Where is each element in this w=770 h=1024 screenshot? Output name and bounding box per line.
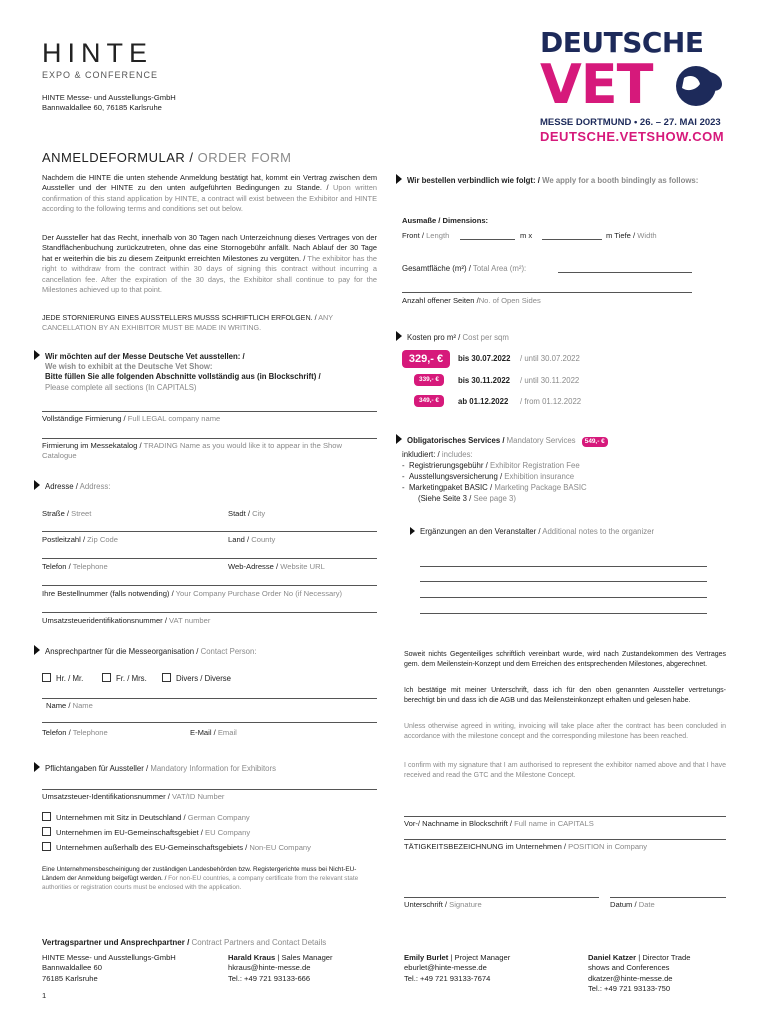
notes-line-1[interactable] — [420, 566, 707, 567]
fullname-label: Vor-/ Nachname in Blockschrift / Full name in CAPITALS — [404, 819, 594, 828]
total-area-field[interactable] — [558, 272, 692, 273]
cost-tier-1: 329,- € bis 30.07.2022 / until 30.07.2022 — [402, 350, 450, 368]
exhibit-heading: Wir möchten auf der Messe Deutsche Vet ausstellen: / We wish to exhibit at the Deutsche Vet Show: Bitte füllen Sie alle folgenden Abschnitte vollständig aus (in Blockschrift) / Please complete all sections (In CAPITALS) — [34, 350, 321, 393]
street-city-field[interactable] — [42, 531, 377, 532]
arrow-right-icon — [396, 434, 402, 444]
terms-de-2: Ich bestätige mit meiner Unterschrift, dass ich für den oben genannten Aussteller vertretungs- berechtigt bin und dass ich die AGB und das Meilensteinkonzept erhalten und gelesen habe. — [404, 687, 726, 704]
list-item: - Marketingpaket BASIC / Marketing Package BASIC — [402, 483, 587, 492]
trading-name-label: Firmierung im Messekatalog / TRADING Name as you would like it to appear in the Show Catalogue — [42, 441, 342, 460]
terms-en-2: I confirm with my signature that I am authorised to represent the exhibitor named above and that I have received and read the GTC and the Milestone Concept. — [404, 762, 726, 779]
vat-id-field[interactable] — [42, 789, 377, 790]
price-badge: 549,- € — [582, 437, 608, 447]
cost-heading: Kosten pro m² / Cost per sqm — [396, 331, 509, 343]
signature-field[interactable] — [404, 897, 599, 898]
contact-phone-label: Telefon / Telephone — [42, 728, 108, 737]
dog-icon — [672, 64, 724, 108]
name-label: Name / Name — [46, 701, 93, 710]
phone-web-field[interactable] — [42, 585, 377, 586]
salutation-diverse[interactable]: Divers / Diverse — [162, 673, 231, 684]
org-name: HINTE Messe- und Ausstellungs-GmbH — [42, 93, 176, 102]
org-address: Bannwaldallee 60, 76185 Karlsruhe — [42, 103, 162, 112]
certificate-note: Eine Unternehmensbescheinigung der zuständigen Landesbehörden bzw. Registergerichte muss bei Nicht-EU-Ländern der Anmeldung beigefügt werden. / For non-EU countries, a company certificate from the relevant state authorities or registration courts must be enclosed with the application. — [42, 866, 359, 891]
fullname-field[interactable] — [404, 816, 726, 817]
services-list: inkludiert: / includes: - Registrierungsgebühr / Exhibitor Registration Fee - Ausstellungsversicherung / Exhibition insurance - Marketingpaket BASIC / Marketing Package BASIC (Siehe Seite 3 / See page 3) — [402, 450, 587, 503]
intro-paragraph-3: JEDE STORNIERUNG EINES AUSSTELLERS MUSSS SCHRIFTLICH ERFOLGEN. / ANY CANCELLATION BY AN EXHIBITOR MUST BE MADE IN WRITING. — [42, 313, 333, 333]
email-link[interactable]: hkraus@hinte-messe.de — [228, 963, 311, 973]
arrow-right-icon — [34, 762, 40, 772]
vat-label: Umsatzsteueridentifikationsnummer / VAT number — [42, 616, 211, 625]
list-item: - Registrierungsgebühr / Exhibitor Registration Fee — [402, 461, 580, 470]
page-title-de: ANMELDEFORMULAR — [42, 150, 186, 165]
depth-label: m Tiefe / Width — [606, 231, 657, 240]
price-badge: 339,- € — [414, 374, 444, 386]
salutation-mr[interactable]: Hr. / Mr. — [42, 673, 83, 684]
front-label: Front / Length — [402, 231, 450, 240]
page-number: 1 — [42, 991, 47, 1000]
checkbox[interactable] — [102, 673, 111, 682]
date-field[interactable] — [610, 897, 726, 898]
mandatory-heading: Pflichtangaben für Aussteller / Mandatory Information for Exhibitors — [34, 762, 276, 774]
intro-paragraph-1: Nachdem die HINTE die unten stehende Anmeldung bestätigt hat, kommt ein Vertrag zwischen dem Aussteller und der HINTE zu den unten aufgeführten Bedingungen zu Stande. / Upon written confirmation of this stand application by HINTE, a contract will exist between the Exhibitor and HINTE according to the following terms and conditions set out below. — [42, 173, 377, 214]
checkbox[interactable] — [42, 812, 51, 821]
arrow-right-icon — [34, 645, 40, 655]
checkbox[interactable] — [162, 673, 171, 682]
zip-label: Postleitzahl / Zip Code — [42, 535, 118, 544]
dimensions-label: Ausmaße / Dimensions: — [402, 216, 489, 225]
event-logo — [540, 26, 736, 116]
company-non-eu[interactable]: Unternehmen außerhalb des EU-Gemeinschaftsgebiets / Non-EU Company — [42, 842, 311, 853]
contact-email-label: E-Mail / Email — [190, 728, 237, 737]
trading-name-field[interactable] — [42, 438, 377, 439]
services-heading: Obligatorisches Services / Mandatory Services 549,- € — [396, 434, 608, 447]
checkbox[interactable] — [42, 673, 51, 682]
event-word-vet: VET — [540, 53, 653, 116]
notes-heading: Ergänzungen an den Veranstalter / Additional notes to the organizer — [410, 527, 654, 537]
street-label: Straße / Street — [42, 509, 92, 518]
open-sides-field[interactable] — [402, 292, 692, 293]
page-title-en: ORDER FORM — [197, 150, 292, 165]
terms-de-1: Soweit nichts Gegenteiliges schriftlich vereinbart wurde, wird nach Zustandekommen des Vertrages gem. dem Meilenstein-Konzept und dem Erreichen des entsprechenden Milestones, abgerechnet. — [404, 651, 726, 668]
city-label: Stadt / City — [228, 509, 266, 518]
email-link[interactable]: dkatzer@hinte-messe.de — [588, 973, 673, 983]
arrow-right-icon — [410, 527, 415, 535]
salutation-mrs[interactable]: Fr. / Mrs. — [102, 673, 147, 684]
cost-tier-2: 339,- € bis 30.11.2022 / until 30.11.2022 — [414, 374, 444, 386]
contact-heading: Ansprechpartner für die Messeorganisation / Contact Person: — [34, 645, 257, 657]
arrow-right-icon — [396, 174, 402, 184]
country-label: Land / County — [228, 535, 276, 544]
website-label: Web-Adresse / Website URL — [228, 562, 325, 571]
po-number-label: Ihre Bestellnummer (falls notwending) / Your Company Purchase Order No (if Necessary) — [42, 589, 343, 598]
hinte-logo — [42, 38, 158, 82]
address-heading: Adresse / Address: — [34, 480, 110, 492]
position-field[interactable] — [404, 839, 726, 840]
arrow-right-icon — [34, 480, 40, 490]
notes-line-4[interactable] — [420, 613, 707, 614]
m-x-label: m x — [520, 231, 533, 240]
event-url: DEUTSCHE.VETSHOW.COM — [540, 129, 725, 144]
footer-contact-burlet: Emily Burlet | Project Manager eburlet@hinte-messe.de Tel.: +49 721 93133-7674 — [404, 953, 511, 983]
width-field[interactable] — [542, 239, 602, 240]
checkbox[interactable] — [42, 827, 51, 836]
footer-heading: Vertragspartner und Ansprechpartner / Contract Partners and Contact Details — [42, 938, 327, 947]
position-label: TÄTIGKEITSBEZEICHNUNG im Unternehmen / POSITION in Company — [404, 842, 648, 851]
event-date: MESSE DORTMUND • 26. – 27. MAI 2023 — [540, 117, 721, 128]
notes-line-3[interactable] — [420, 597, 707, 598]
company-german[interactable]: Unternehmen mit Sitz in Deutschland / German Company — [42, 812, 250, 823]
date-label: Datum / Date — [610, 900, 655, 909]
open-sides-label: Anzahl offener Seiten /No. of Open Sides — [402, 296, 541, 305]
phone-label: Telefon / Telephone — [42, 562, 108, 571]
list-item: - Ausstellungsversicherung / Exhibition insurance — [402, 472, 575, 481]
footer-org: HINTE Messe- und Ausstellungs-GmbH Bannwaldallee 60 76185 Karlsruhe — [42, 953, 176, 983]
po-number-field[interactable] — [42, 612, 377, 613]
page-title: ANMELDEFORMULAR / ORDER FORM — [42, 150, 292, 165]
price-badge: 329,- € — [402, 350, 450, 368]
length-field[interactable] — [460, 239, 515, 240]
signature-label: Unterschrift / Signature — [404, 900, 482, 909]
intro-paragraph-2: Der Aussteller hat das Recht, innerhalb von 30 Tagen nach Unterzeichnung dieses Vertrages von der Standflächenbuchung zurückzutreten, ohne das eine Stornogebühr anfällt. Nach Ablauf der 30 Tage hat er weiterhin die bis zu diesem Zeitpunkt erreichten Milestones zu vergüten. / The exhibitor has the right to withdraw from the contract within 30 days of signing this contract without incurring a cancellation fee. After the expiration of the 30 days, the Exhibitor shall continue to pay for the Milestones achieved up to that point. — [42, 233, 377, 295]
company-eu[interactable]: Unternehmen im EU-Gemeinschaftsgebiet / EU Company — [42, 827, 250, 838]
zip-country-field[interactable] — [42, 558, 377, 559]
total-area-label: Gesamtfläche (m²) / Total Area (m²): — [402, 264, 527, 273]
arrow-right-icon — [396, 331, 402, 341]
hinte-logo-text: HINTE — [42, 38, 153, 68]
name-field[interactable] — [42, 698, 377, 699]
email-link[interactable]: eburlet@hinte-messe.de — [404, 963, 487, 973]
terms-en-1: Unless otherwise agreed in writing, invoicing will take place after the contract has been concluded in accordance with the milestone concept and the corresponding milestone has been reached. — [404, 723, 726, 740]
arrow-right-icon — [34, 350, 40, 360]
hinte-logo-sub: EXPO & CONFERENCE — [42, 70, 159, 80]
cost-tier-3: 349,- € ab 01.12.2022 / from 01.12.2022 — [414, 395, 444, 407]
booth-heading: Wir bestellen verbindlich wie folgt: / We apply for a booth bindingly as follows: — [396, 174, 698, 186]
legal-name-label: Vollständige Firmierung / Full LEGAL company name — [42, 414, 221, 423]
notes-line-2[interactable] — [420, 581, 707, 582]
legal-name-field[interactable] — [42, 411, 377, 412]
vat-id-label: Umsatzsteuer-Identifikationsnummer / VAT/ID Number — [42, 792, 225, 801]
event-word-deutsche: DEUTSCHE — [540, 26, 704, 59]
price-badge: 349,- € — [414, 395, 444, 407]
footer-contact-kraus: Harald Kraus | Sales Manager hkraus@hinte-messe.de Tel.: +49 721 93133-666 — [228, 953, 333, 983]
footer-contact-katzer: Daniel Katzer | Director Trade shows and Conferences dkatzer@hinte-messe.de Tel.: +49 721 93133-750 — [588, 953, 691, 994]
checkbox[interactable] — [42, 842, 51, 851]
name-field-2[interactable] — [42, 722, 377, 723]
